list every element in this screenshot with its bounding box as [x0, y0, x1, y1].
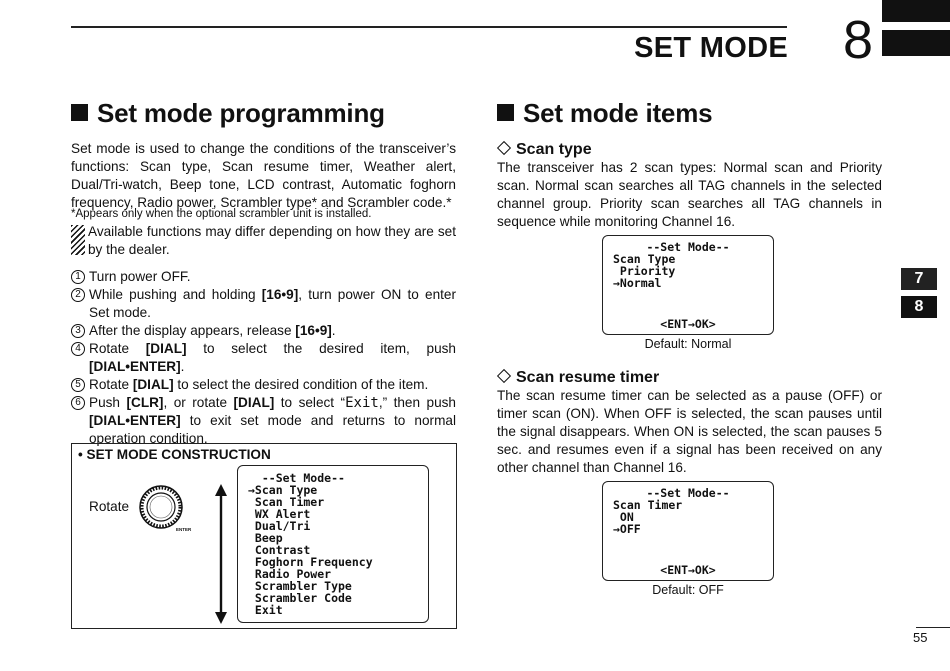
- step-text: Rotate: [89, 377, 133, 392]
- lcd-line: Scan Timer: [613, 498, 683, 512]
- step-number: 6: [71, 396, 85, 410]
- step-text: Turn power OFF.: [89, 269, 191, 284]
- construction-title: • SET MODE CONSTRUCTION: [78, 447, 271, 462]
- square-bullet-icon: [497, 104, 514, 121]
- step-text: , turn power ON to enter Set mode.: [89, 287, 456, 320]
- square-bullet-icon: [71, 104, 88, 121]
- lcd-menu-item: Scrambler Type: [248, 579, 352, 593]
- subheading-scan-type: [497, 141, 592, 159]
- lcd-menu-item: Foghorn Frequency: [248, 555, 373, 569]
- subheading-text: Scan resume timer: [516, 369, 660, 386]
- lcd-menu-item: Scrambler Code: [248, 591, 352, 605]
- subheading-scan-resume-timer: [497, 369, 659, 387]
- lcd-option: ON: [613, 510, 634, 524]
- step-text: , or rotate: [163, 395, 234, 410]
- step-number: 4: [71, 342, 85, 356]
- step-text: After the display appears, release: [89, 323, 296, 338]
- step-item: [71, 268, 456, 286]
- lcd-menu-item: WX Alert: [248, 507, 311, 521]
- section-heading-set-mode-programming: [71, 98, 385, 129]
- step-item: [71, 286, 456, 322]
- scan-resume-paragraph: The scan resume timer can be selected as a pause (OFF) or timer scan (ON). When OFF is selected, the scan pauses until the signal disappears. When ON is selected, the scan pauses 5 sec. and resumes even if a signal has been received on any other channel than Channel 16.: [497, 388, 882, 475]
- step-item: [71, 394, 456, 448]
- scan-resume-default-caption: Default: OFF: [652, 583, 724, 597]
- step-number: 2: [71, 288, 85, 302]
- chapter-number: 8: [843, 10, 874, 70]
- diamond-bullet-icon: [497, 369, 511, 383]
- lcd-option: Priority: [613, 264, 676, 278]
- lcd-menu-item: Beep: [248, 531, 283, 545]
- step-number: 3: [71, 324, 85, 338]
- scan-resume-lcd: [602, 481, 774, 581]
- key-label: [DIAL]: [233, 395, 275, 410]
- diamond-bullet-icon: [497, 141, 511, 155]
- note-hatch-icon: [71, 225, 85, 255]
- section-heading-text: Set mode programming: [97, 98, 385, 128]
- step-text: to select “: [274, 395, 346, 410]
- step-text: While pushing and holding: [89, 287, 262, 302]
- lcd-menu-item: Contrast: [248, 543, 311, 557]
- step-item: [71, 340, 456, 376]
- lcd-menu-item: Radio Power: [248, 567, 332, 581]
- step-text: .: [180, 359, 185, 374]
- lcd-menu-item: →Scan Type: [248, 483, 318, 497]
- dealer-note-text: Available functions may differ depending on how they are set by the dealer.: [88, 224, 456, 257]
- step-item: [71, 322, 456, 340]
- rotate-label: Rotate: [89, 499, 130, 514]
- lcd-menu-item: Exit: [248, 603, 283, 617]
- chapter-title: SET MODE: [634, 32, 788, 64]
- lcd-option-selected: →Normal: [613, 276, 662, 290]
- lcd-title: --Set Mode--: [646, 240, 730, 254]
- header-tab-bar: [882, 0, 950, 22]
- key-label: [16•9]: [261, 287, 299, 302]
- key-label: [DIAL•ENTER]: [89, 413, 181, 428]
- key-label: [DIAL]: [132, 377, 174, 392]
- footer-rule: [916, 627, 950, 628]
- section-heading-set-mode-items: [497, 98, 712, 129]
- side-tab-chapter-8[interactable]: 8: [901, 296, 937, 318]
- lcd-menu-item: Scan Timer: [248, 495, 325, 509]
- step-number: 1: [71, 270, 85, 284]
- step-text: to select the desired condition of the item.: [173, 377, 429, 392]
- lcd-menu-item: Dual/Tri: [248, 519, 311, 533]
- intro-paragraph: Set mode is used to change the conditions of the transceiver’s functions: Scan type, Scan resume timer, Weather alert, Dual/Tri-watch, Beep tone, LCD contrast, Automatic foghorn frequency, Radio power, Scrambler type* and Scrambler code.*: [71, 141, 456, 210]
- lcd-option-selected: →OFF: [613, 522, 641, 536]
- header-rule: [71, 26, 787, 28]
- step-text: to exit set mode and returns to normal operation condition.: [89, 413, 456, 446]
- side-tab-chapter-7[interactable]: 7: [901, 268, 937, 290]
- dial-enter-label: ENTER: [176, 527, 192, 532]
- header-tab-bar: [882, 30, 950, 56]
- dial-knob-icon: [138, 484, 192, 534]
- subheading-text: Scan type: [516, 141, 592, 158]
- lcd-footer: <ENT→OK>: [660, 563, 716, 577]
- footnote: *Appears only when the optional scrambler unit is installed.: [71, 208, 372, 220]
- section-heading-text: Set mode items: [523, 98, 713, 128]
- page-number: 55: [913, 630, 928, 645]
- step-number: 5: [71, 378, 85, 392]
- step-text: to select the desired item, push: [186, 341, 456, 356]
- scan-type-lcd: [602, 235, 774, 335]
- step-item: [71, 376, 456, 394]
- lcd-title: --Set Mode--: [248, 471, 345, 485]
- scan-type-default-caption: Default: Normal: [644, 337, 732, 351]
- lcd-footer: <ENT→OK>: [660, 317, 716, 331]
- lcd-line: Scan Type: [613, 252, 676, 266]
- key-label: [DIAL]: [145, 341, 187, 356]
- lcd-title: --Set Mode--: [646, 486, 730, 500]
- up-down-arrow-icon: [215, 484, 227, 624]
- instruction-steps: [71, 268, 456, 448]
- key-label: [16•9]: [295, 323, 332, 338]
- set-mode-construction-box: [71, 443, 457, 629]
- step-text: Push: [89, 395, 127, 410]
- scan-type-paragraph: The transceiver has 2 scan types: Normal scan and Priority scan. Normal scan searches all TAG channels in the selected channel group. Priority scan searches all TAG channels in sequence while monitoring Channel 16.: [497, 160, 882, 229]
- step-text: ,” then push: [378, 395, 456, 410]
- step-text: .: [331, 323, 336, 338]
- key-label: [DIAL•ENTER]: [89, 359, 181, 374]
- set-mode-menu-lcd: [237, 465, 429, 623]
- key-label: [CLR]: [126, 395, 164, 410]
- step-text: Rotate: [89, 341, 146, 356]
- exit-lcd-text: Exit: [345, 395, 379, 411]
- dealer-note: [71, 223, 456, 259]
